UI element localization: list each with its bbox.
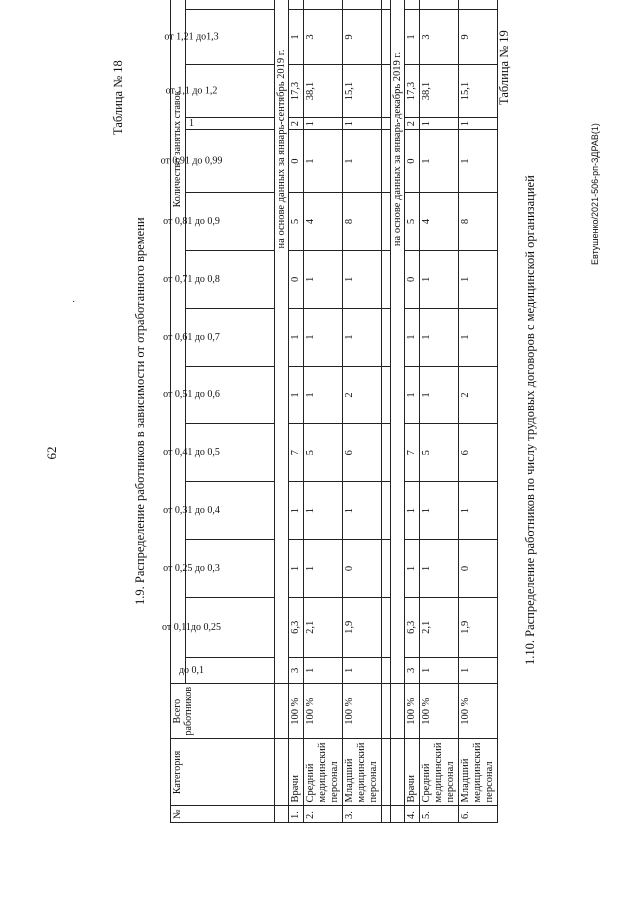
blank-cell: [382, 9, 391, 64]
header-bin-label: от 0,51 до 0,6: [163, 389, 220, 401]
blank-cell: [382, 193, 391, 251]
category-line: медицинский: [356, 742, 367, 803]
row-value: 7: [289, 424, 304, 482]
category-line: Младший: [460, 758, 471, 803]
row-value: 1: [343, 130, 382, 193]
row-value: 1: [420, 250, 459, 308]
table-row: [459, 0, 498, 823]
row-value: 1: [405, 540, 420, 598]
row-value: 1: [289, 366, 304, 424]
row-value: 1: [420, 540, 459, 598]
row-value: 1: [304, 657, 343, 683]
signature-stamp: Евтушенко/2021-506-рп-ЗДРАВ(1): [590, 123, 600, 265]
stray-mark: ·: [72, 297, 76, 308]
table18-title: Таблица № 18: [111, 60, 125, 135]
blank-cell: [382, 366, 391, 424]
row-value: 3: [304, 9, 343, 64]
category-line: персонал: [368, 761, 379, 803]
table-row: [420, 0, 459, 823]
header-bin-label: 1: [189, 118, 194, 130]
row-value: 8: [459, 193, 498, 251]
category-line: персонал: [484, 761, 495, 803]
row-category: [420, 739, 459, 806]
row-value: 1: [459, 117, 498, 129]
table-row: [289, 0, 304, 823]
row-value: 1: [459, 482, 498, 540]
row-value: 1: [459, 250, 498, 308]
row-value: 1: [420, 130, 459, 193]
row-value: 1: [420, 308, 459, 366]
row-value: 1: [405, 482, 420, 540]
row-value: 5: [420, 424, 459, 482]
row-value: 2,1: [304, 597, 343, 657]
row-value: [459, 0, 498, 9]
header-bin-label: от 0,81 до 0,9: [163, 215, 220, 227]
header-bin: [178, 657, 275, 683]
row-category: [304, 739, 343, 806]
row-value: 7: [405, 424, 420, 482]
row-total: 100 %: [459, 683, 498, 739]
row-value: 6: [343, 424, 382, 482]
row-value: 1: [304, 308, 343, 366]
header-bin-label: от 0,71 до 0,8: [163, 273, 220, 285]
row-value: 0: [459, 540, 498, 598]
blank-cell: [391, 806, 405, 823]
section-row-1: [275, 0, 289, 823]
category-line: Средний: [421, 763, 432, 803]
row-value: 1: [289, 482, 304, 540]
category-line: медицинский: [433, 742, 444, 803]
row-value: 2: [343, 366, 382, 424]
row-num: 3.: [343, 806, 382, 823]
header-bin-label: от 1,21 до1,3: [164, 31, 219, 43]
row-value: 9: [343, 9, 382, 64]
row-value: 1: [304, 366, 343, 424]
category-line: персонал: [445, 761, 456, 803]
row-value: 5: [304, 424, 343, 482]
page-number: 62: [44, 446, 59, 460]
row-category: [289, 739, 304, 806]
header-bin: [165, 65, 275, 118]
header-bin-label: от 0,61 до 0,7: [163, 331, 220, 343]
row-value: 6,3: [289, 597, 304, 657]
row-value: 4: [304, 193, 343, 251]
row-value: 1: [304, 482, 343, 540]
header-bin: [163, 193, 275, 251]
blank-cell: [275, 806, 289, 823]
header-bin: [162, 597, 275, 657]
header-total: Всего работников: [171, 683, 275, 739]
row-value: 1: [459, 657, 498, 683]
row-value: [420, 0, 459, 9]
header-bin-label: от 1,1 до 1,2: [165, 85, 218, 97]
row-value: [289, 0, 304, 9]
header-bin: [186, 117, 275, 129]
row-value: 0: [289, 250, 304, 308]
row-category: [459, 739, 498, 806]
row-value: 15,1: [343, 65, 382, 118]
row-value: 8: [343, 193, 382, 251]
row-value: [304, 0, 343, 9]
header-bin: [163, 308, 275, 366]
row-value: 3: [420, 9, 459, 64]
section-label: на основе данных за январь-сентябрь 2019 г.: [275, 0, 289, 683]
header-bin-label: от 0,31 до 0,4: [163, 505, 220, 517]
blank-cell: [382, 0, 391, 9]
category-line: медицинский: [317, 742, 328, 803]
blank-cell: [391, 683, 405, 739]
row-value: 6: [459, 424, 498, 482]
table-row: [304, 0, 343, 823]
row-value: 3: [405, 657, 420, 683]
row-num: 6.: [459, 806, 498, 823]
header-bin-label: от 0,41 до 0,5: [163, 447, 220, 459]
row-value: 2,1: [420, 597, 459, 657]
row-num: 1.: [289, 806, 304, 823]
header-bin-label: до 0,1: [178, 664, 205, 676]
row-value: 3: [289, 657, 304, 683]
row-value: 5: [289, 193, 304, 251]
row-value: 1: [405, 308, 420, 366]
category-line: Младший: [344, 758, 355, 803]
header-group: Количество занятых ставок: [171, 0, 186, 683]
blank-cell: [275, 683, 289, 739]
row-value: 6,3: [405, 597, 420, 657]
blank-cell: [382, 117, 391, 129]
header-row: [171, 0, 186, 823]
row-value: 1: [459, 308, 498, 366]
row-value: 4: [420, 193, 459, 251]
row-value: 38,1: [304, 65, 343, 118]
header-bin: [163, 482, 275, 540]
row-value: 1: [304, 540, 343, 598]
category-line: персонал: [329, 761, 340, 803]
row-value: 1: [304, 130, 343, 193]
row-value: 1: [343, 117, 382, 129]
blank-cell: [382, 65, 391, 118]
row-value: 2: [289, 117, 304, 129]
header-bin: [163, 366, 275, 424]
blank-cell: [382, 540, 391, 598]
header-bin: [164, 9, 275, 64]
row-value: 1: [304, 250, 343, 308]
row-num: 4.: [405, 806, 420, 823]
row-value: 1: [343, 250, 382, 308]
blank-cell: [382, 683, 391, 739]
category-line: медицинский: [472, 742, 483, 803]
row-value: [405, 0, 420, 9]
table19-heading: 1.10. Распределение работников по числу трудовых договоров с медицинской организацией: [523, 175, 537, 665]
table18: [160, 0, 498, 823]
blank-cell: [382, 597, 391, 657]
row-value: 15,1: [459, 65, 498, 118]
row-value: 2: [459, 366, 498, 424]
table19-title: Таблица № 19: [497, 30, 511, 105]
row-value: 1: [343, 308, 382, 366]
row-value: 0: [405, 130, 420, 193]
header-bin-label: от 0,11до 0,25: [162, 621, 221, 633]
row-value: 1: [343, 482, 382, 540]
row-value: 17,3: [405, 65, 420, 118]
row-num: 2.: [304, 806, 343, 823]
row-value: 1: [289, 540, 304, 598]
row-value: 0: [289, 130, 304, 193]
row-value: 1: [343, 657, 382, 683]
section-label: на основе данных за январь-декабрь 2019 г.: [391, 0, 405, 683]
blank-cell: [382, 250, 391, 308]
blank-cell: [382, 308, 391, 366]
row-value: 5: [405, 193, 420, 251]
header-num: №: [171, 806, 275, 823]
row-value: 0: [405, 250, 420, 308]
row-value: 38,1: [420, 65, 459, 118]
section-row-2: [391, 0, 405, 823]
row-value: 0: [343, 540, 382, 598]
row-value: 2: [405, 117, 420, 129]
row-value: 1: [405, 9, 420, 64]
header-bin: [163, 250, 275, 308]
row-value: 9: [459, 9, 498, 64]
header-bin: [163, 424, 275, 482]
row-value: 1: [289, 308, 304, 366]
blank-cell: [382, 130, 391, 193]
row-category: [405, 739, 420, 806]
row-total: 100 %: [289, 683, 304, 739]
row-value: 17,3: [289, 65, 304, 118]
row-total: 100 %: [420, 683, 459, 739]
row-total: 100 %: [343, 683, 382, 739]
row-value: 1: [289, 9, 304, 64]
row-value: 1: [304, 117, 343, 129]
header-bin-label: от 0,91 до 0,99: [160, 155, 223, 167]
table18-heading: 1.9. Распределение работников в зависимости от отработанного времени: [133, 217, 147, 605]
row-value: 1: [420, 482, 459, 540]
row-value: 1,9: [459, 597, 498, 657]
blank-cell: [382, 657, 391, 683]
row-total: 100 %: [304, 683, 343, 739]
row-value: 1: [420, 657, 459, 683]
header-bin-label: от 0,25 до 0,3: [163, 562, 220, 574]
blank-cell: [382, 739, 391, 806]
table-row: [405, 0, 420, 823]
row-category: [343, 739, 382, 806]
row-value: 1: [420, 366, 459, 424]
table-row: [343, 0, 382, 823]
blank-cell: [391, 739, 405, 806]
row-total: 100 %: [405, 683, 420, 739]
row-value: [343, 0, 382, 9]
category-line: Врачи: [406, 775, 417, 803]
blank-cell: [382, 482, 391, 540]
header-bin: [163, 540, 275, 598]
row-value: 1: [459, 130, 498, 193]
blank-cell: [275, 739, 289, 806]
spacer-row: [382, 0, 391, 823]
blank-cell: [382, 424, 391, 482]
row-value: 1,9: [343, 597, 382, 657]
blank-cell: [382, 806, 391, 823]
category-line: Врачи: [290, 775, 301, 803]
header-category: Категория: [171, 739, 275, 806]
row-value: 1: [405, 366, 420, 424]
row-value: 1: [420, 117, 459, 129]
header-bin: [186, 0, 275, 9]
row-num: 5.: [420, 806, 459, 823]
category-line: Средний: [305, 763, 316, 803]
